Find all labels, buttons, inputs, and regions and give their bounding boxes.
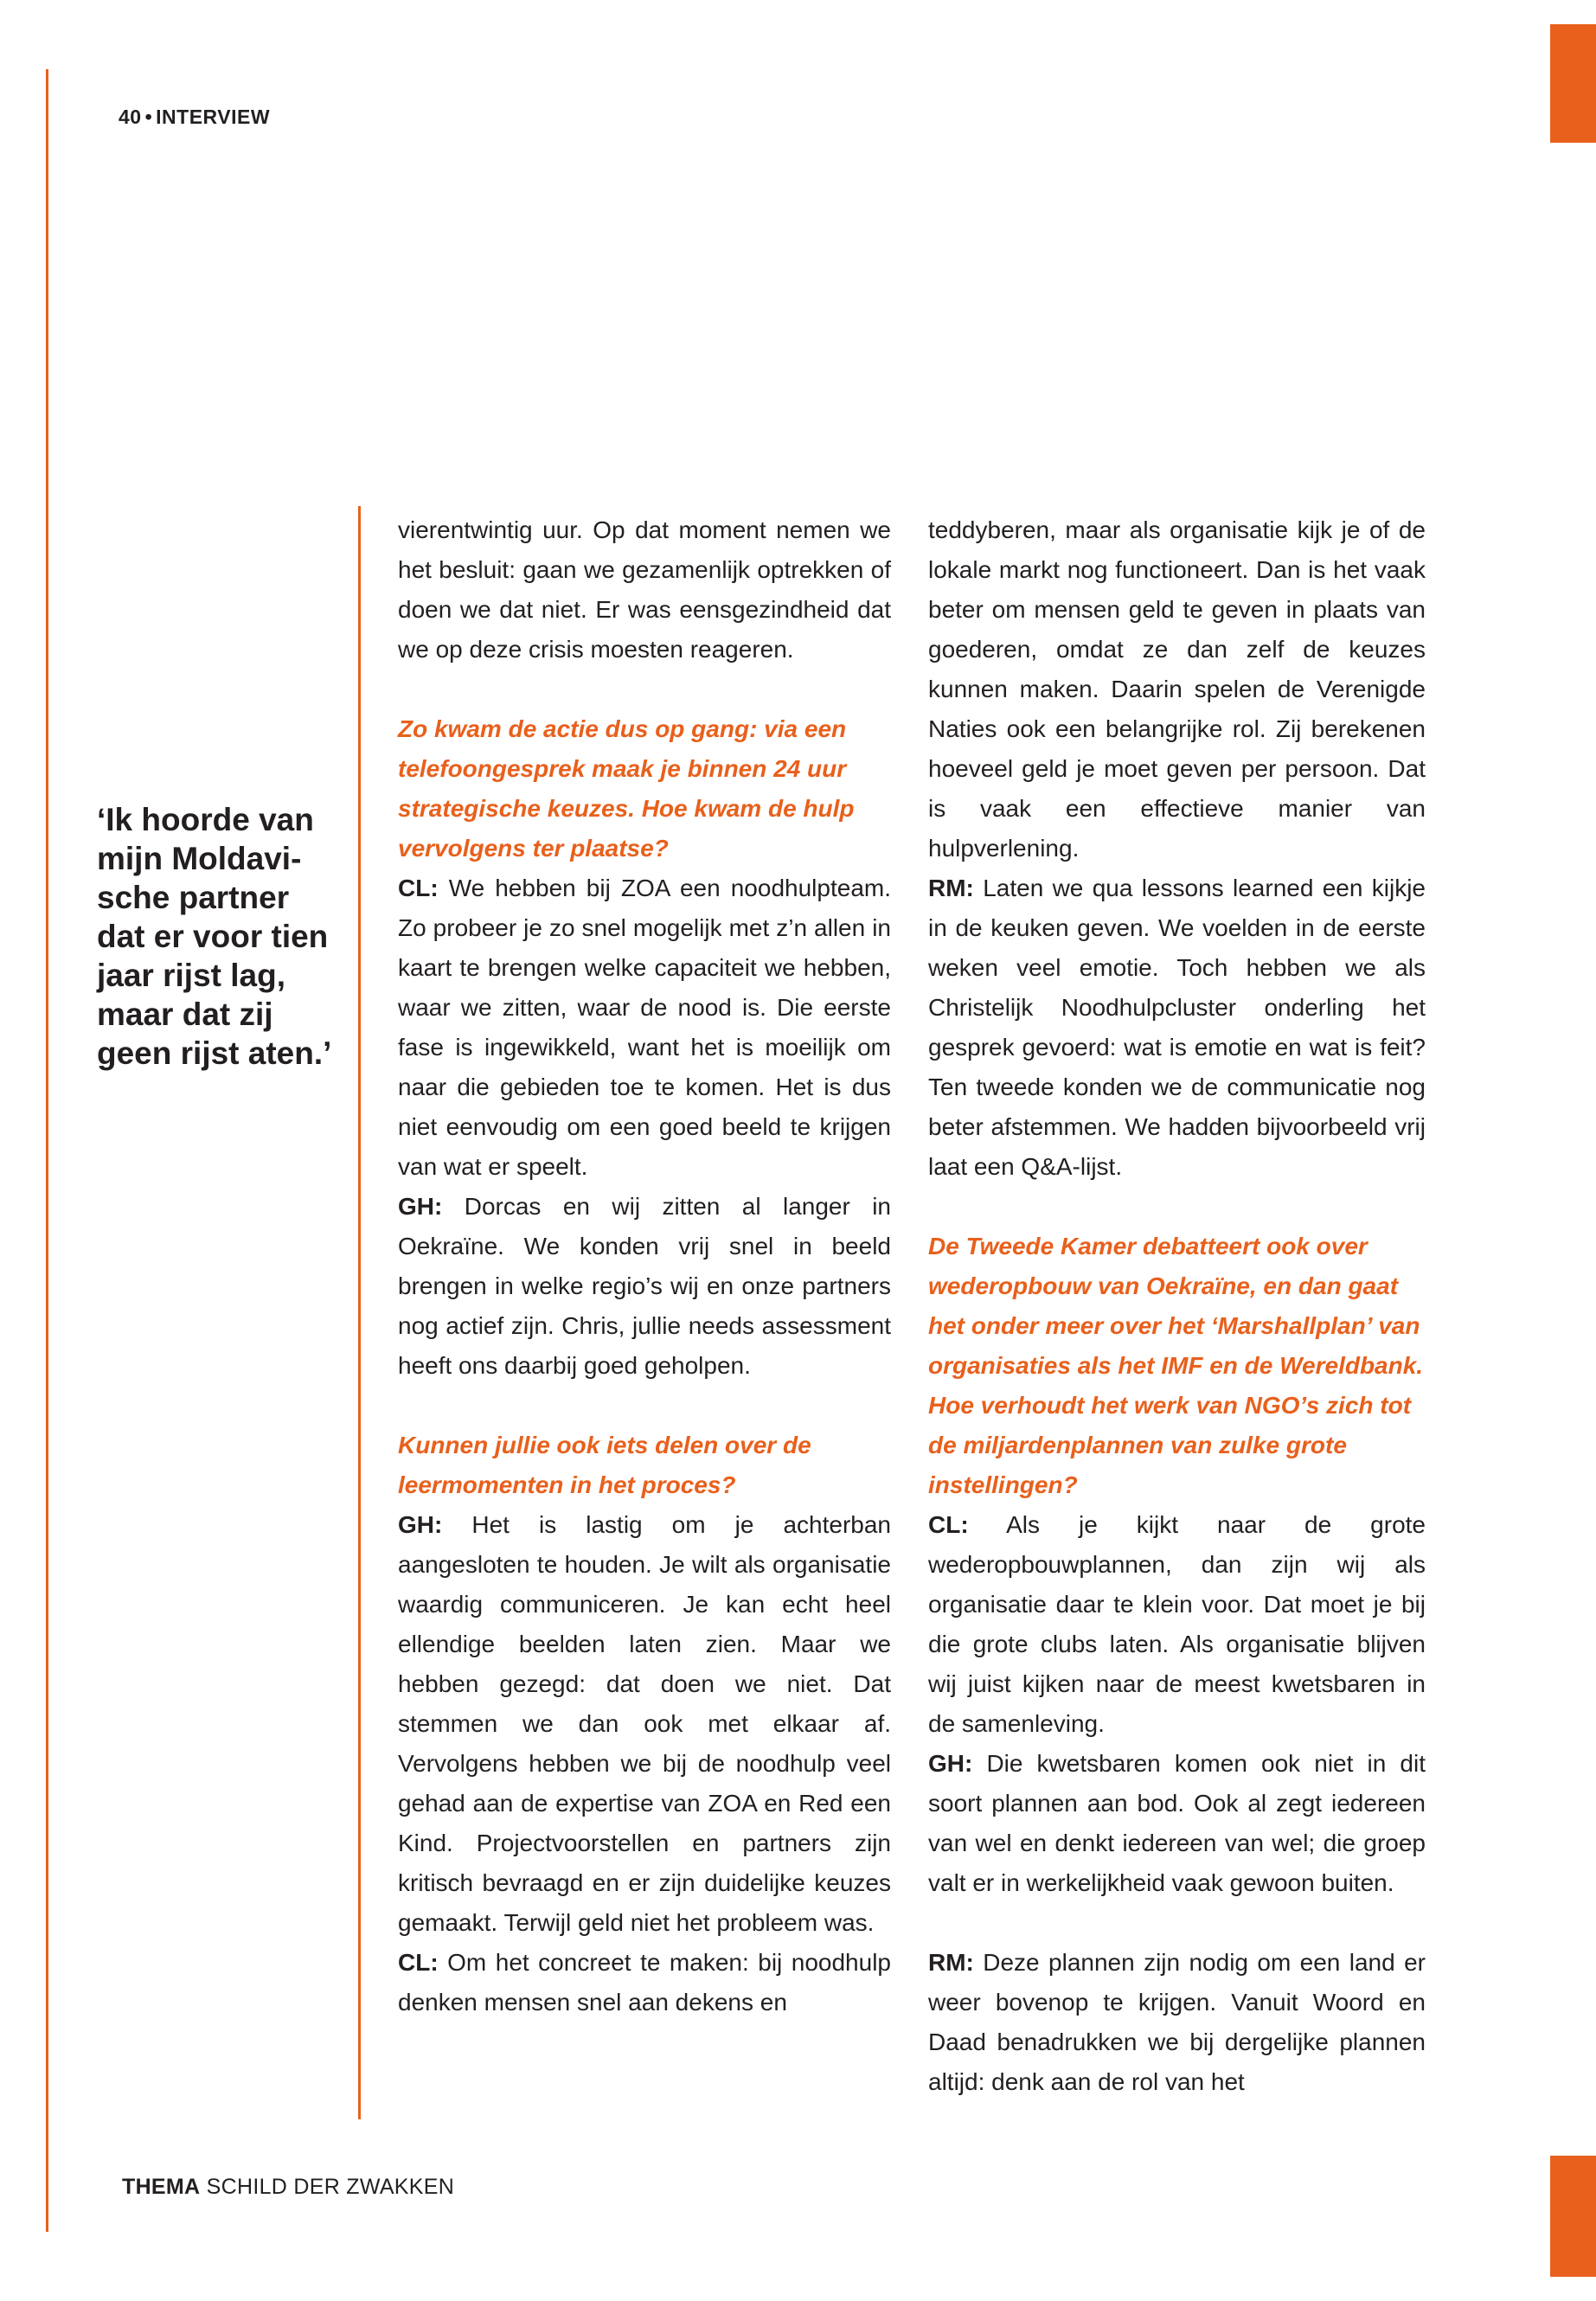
pull-quote-line: dat er voor tien — [97, 919, 329, 954]
header-separator: • — [144, 106, 153, 128]
footer-thema: THEMA — [122, 2175, 201, 2199]
footer-title: SCHILD DER ZWAKKEN — [200, 2175, 455, 2199]
answer-paragraph — [398, 868, 891, 1187]
pull-quote-line: geen rijst aten.’ — [97, 1035, 332, 1071]
section-label: INTERVIEW — [156, 106, 271, 128]
page-footer — [122, 2175, 454, 2200]
answer-paragraph — [398, 1187, 891, 1386]
speaker-initials: CL: — [928, 1511, 969, 1538]
speaker-initials: RM: — [928, 875, 974, 901]
speaker-initials: GH: — [398, 1193, 443, 1220]
article-column-2 — [928, 510, 1426, 2102]
paragraph: vierentwintig uur. Op dat moment nemen we het besluit: gaan we gezamenlijk optrekken of doen we dat niet. Er was eensgezindheid dat we op deze crisis moesten reageren. — [398, 516, 891, 663]
quote-divider-rule — [358, 506, 361, 2119]
left-margin-rule — [46, 69, 48, 2232]
answer-paragraph — [928, 1744, 1426, 1903]
pull-quote-line: mijn Moldavi- — [97, 841, 302, 876]
article-column-1 — [398, 510, 891, 2022]
pull-quote-line: jaar rijst lag, — [97, 958, 285, 993]
page-number: 40 — [119, 106, 142, 128]
orange-edge-tab-top — [1550, 24, 1596, 143]
answer-text: Die kwetsbaren komen ook niet in dit soort plannen aan bod. Ook al zegt iedereen van wel en denkt iedereen van wel; die groep valt er in werkelijkheid vaak gewoon buiten. — [928, 1750, 1426, 1896]
answer-paragraph — [398, 1505, 891, 1943]
pull-quote — [97, 800, 343, 1073]
interview-question: Kunnen jullie ook iets delen over de leermomenten in het proces? — [398, 1432, 811, 1498]
answer-text: Laten we qua lessons learned een kijkje in de keuken geven. We voelden in de eerste weken veel emotie. Toch hebben we als Christelijk Noodhulpcluster onderling het gesprek gevoerd: wat is emotie en wat is feit? Ten tweede konden we de communicatie nog beter afstemmen. We hadden bijvoorbeeld vrij laat een Q&A-lijst. — [928, 875, 1426, 1180]
answer-paragraph — [928, 1943, 1426, 2102]
answer-text: Als je kijkt naar de grote wederopbouwplannen, dan zijn wij als organisatie daar te klein voor. Dat moet je bij die grote clubs laten. Als organisatie blijven wij juist kijken naar de meest kwetsbaren in de samenleving. — [928, 1511, 1426, 1737]
answer-text: We hebben bij ZOA een noodhulpteam. Zo probeer je zo snel mogelijk met z’n allen in kaart te brengen welke capaciteit we hebben, waar we zitten, waar de nood is. Die eerste fase is ingewikkeld, want het is moeilijk om naar die gebieden toe te komen. Het is dus niet eenvoudig om een goed beeld te krijgen van wat er speelt. — [398, 875, 891, 1180]
answer-paragraph — [928, 868, 1426, 1187]
speaker-initials: CL: — [398, 875, 439, 901]
interview-question: De Tweede Kamer debatteert ook over wederopbouw van Oekraïne, en dan gaat het onder meer over het ‘Marshallplan’ van organisaties als het IMF en de Wereldbank. Hoe verhoudt het werk van NGO’s zich tot de miljardenplannen van zulke grote instellingen? — [928, 1233, 1424, 1498]
interview-question: Zo kwam de actie dus op gang: via een telefoongesprek maak je binnen 24 uur strategische keuzes. Hoe kwam de hulp vervolgens ter plaatse? — [398, 715, 855, 862]
answer-paragraph — [398, 1943, 891, 2022]
answer-paragraph — [928, 1505, 1426, 1744]
pull-quote-line: sche partner — [97, 880, 290, 915]
answer-text: Deze plannen zijn nodig om een land er weer bovenop te krijgen. Vanuit Woord en Daad benadrukken we bij dergelijke plannen altijd: denk aan de rol van het — [928, 1949, 1426, 2095]
page-header — [119, 106, 270, 129]
speaker-initials: RM: — [928, 1949, 974, 1976]
answer-text: Dorcas en wij zitten al langer in Oekraïne. We konden vrij snel in beeld brengen in welke regio’s wij en onze partners nog actief zijn. Chris, jullie needs assessment heeft ons daarbij goed geholpen. — [398, 1193, 891, 1379]
orange-edge-tab-bottom — [1550, 2156, 1596, 2277]
speaker-initials: CL: — [398, 1949, 439, 1976]
speaker-initials: GH: — [398, 1511, 443, 1538]
pull-quote-line: maar dat zij — [97, 997, 273, 1032]
paragraph: teddyberen, maar als organisatie kijk je of de lokale markt nog functioneert. Dan is het vaak beter om mensen geld te geven in plaats van goederen, omdat ze dan zelf de keuzes kunnen maken. Daarin spelen de Verenigde Naties ook een belangrijke rol. Zij berekenen hoeveel geld je moet geven per persoon. Dat is vaak een effectieve manier van hulpverlening. — [928, 516, 1426, 862]
speaker-initials: GH: — [928, 1750, 973, 1777]
pull-quote-line: ‘Ik hoorde van — [97, 802, 314, 837]
answer-text: Om het concreet te maken: bij noodhulp denken mensen snel aan dekens en — [398, 1949, 891, 2016]
answer-text: Het is lastig om je achterban aangesloten te houden. Je wilt als organisatie waardig communiceren. Je kan echt heel ellendige beelden laten zien. Maar we hebben gezegd: dat doen we niet. Dat stemmen we dan ook met elkaar af. Vervolgens hebben we bij de noodhulp veel gehad aan de expertise van ZOA en Red een Kind. Projectvoorstellen en partners zijn kritisch bevraagd en er zijn duidelijke keuzes gemaakt. Terwijl geld niet het probleem was. — [398, 1511, 891, 1936]
